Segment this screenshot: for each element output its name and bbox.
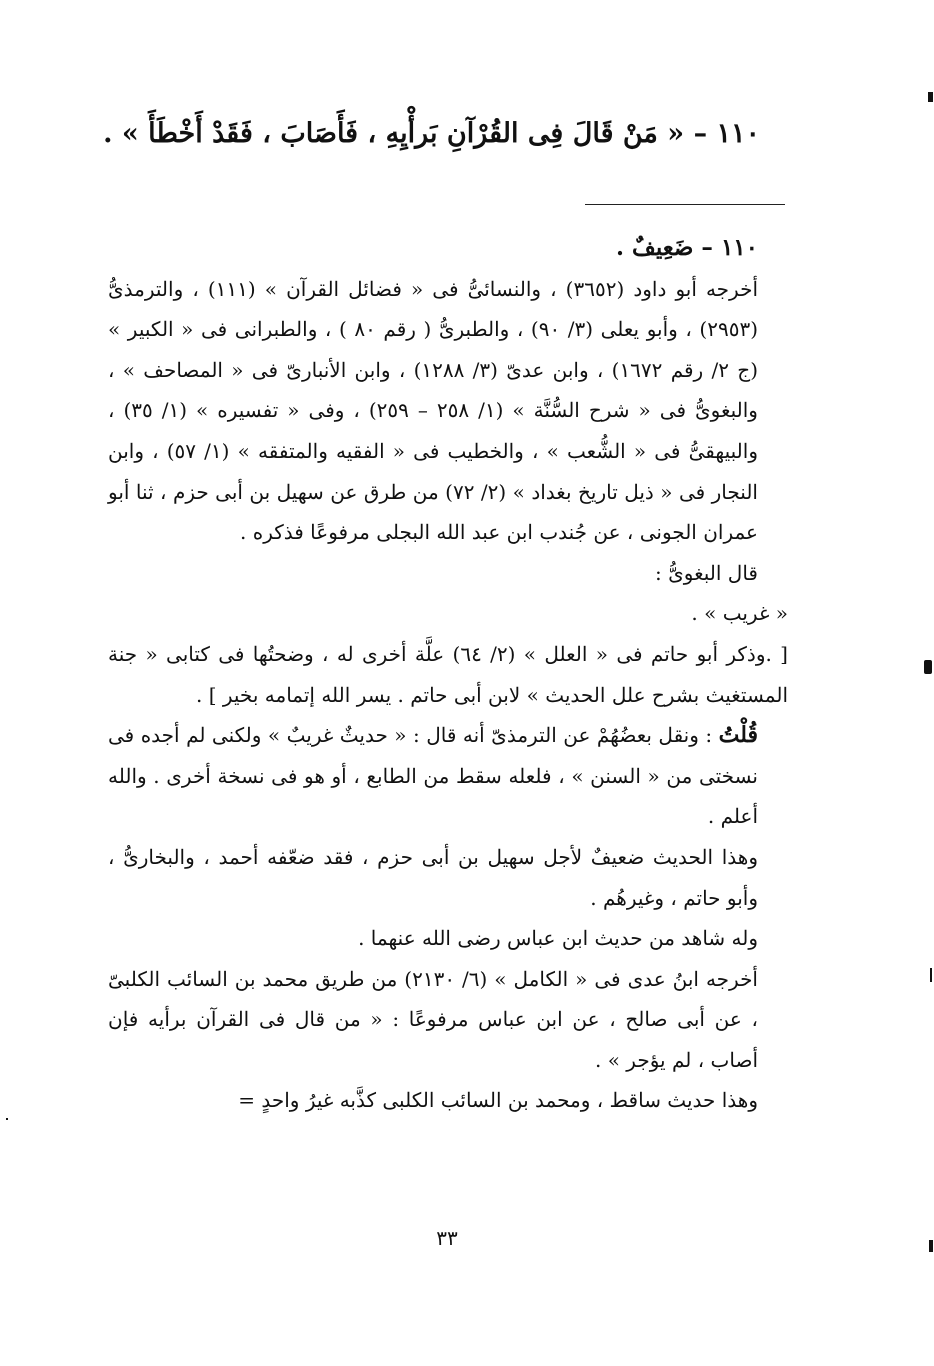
- qultu-paragraph: [108, 715, 788, 837]
- weakness-paragraph: وهذا الحديث ضعيفٌ لأجل سهيل بن أبى حزم ، فقد ضعّفه أحمد ، والبخارىُّ ، وأبو حاتم ، وغيرهُم .: [108, 844, 758, 910]
- scan-mark: [930, 968, 932, 982]
- baghawi-quote: « غريب » .: [691, 601, 788, 626]
- scan-mark: [929, 1240, 933, 1252]
- footnote-body: [108, 228, 788, 1121]
- qultu-word: قُلْتُ: [718, 722, 758, 749]
- baghawi-label: قال البغوىُّ :: [655, 560, 758, 585]
- scan-mark: [6, 1118, 8, 1120]
- hadith-heading: ١١٠ – « مَنْ قَالَ فِى القُرْآنِ بَرأْيِهِ ، فَأَصَابَ ، فَقَدْ أَخْطَأَ » .: [103, 118, 760, 149]
- scan-mark: [924, 660, 932, 674]
- witness-paragraph: وله شاهد من حديث ابن عباس رضى الله عنهما .: [358, 926, 758, 951]
- fallen-paragraph: وهذا حديث ساقط ، ومحمد بن السائب الكلبى كذَّبه غيرُ واحدٍ =: [238, 1088, 758, 1113]
- ibn-adi-paragraph: أخرجه ابنُ عدى فى « الكامل » (٦/ ٢١٣٠) من طريق محمد بن السائب الكلبىّ ، عن أبى صالح ، عن ابن عباس مرفوعًا : « من قال فى القرآن برأيه فإن أصاب ، لم يؤجر » .: [108, 966, 758, 1072]
- page-number: ٣٣: [436, 1226, 458, 1250]
- scan-mark: [928, 92, 933, 102]
- footnote-separator: [585, 204, 785, 205]
- takhrij-paragraph: أخرجه أبو داود (٣٦٥٢) ، والنسائىُّ فى « فضائل القرآن » (١١١) ، والترمذىُّ (٢٩٥٣) ، وأبو يعلى (٣/ ٩٠) ، والطبرىُّ ( رقم ٨٠ ) ، والطبرانى فى « الكبير » (ج ٢/ رقم ١٦٧٢) ، وابن عدىّ (٣/ ١٢٨٨) ، وابن الأنبارىّ فى « المصاحف » ، والبغوىُّ فى « شرح السُّنَّة » (١/ ٢٥٨ – ٢٥٩) ، وفى « تفسيره » (١/ ٣٥) ، والبيهقىُّ فى « الشُّعب » ، والخطيب فى « الفقيه والمتفقه » (١/ ٥٧) ، وابن النجار فى « ذيل تاريخ بغداد » (٢/ ٧٢) من طرق عن سهيل بن أبى حزم ، ثنا أبو عمران الجونى ، عن جُندب ابن عبد الله البجلى مرفوعًا فذكره .: [108, 276, 759, 545]
- bracket-note: [ .وذكر أبو حاتم فى « العلل » (٢/ ٦٤) علَّة أخرى له ، وضحتُها فى كتابى « جنة المستغيث بشرح علل الحديث » لابن أبى حاتم . يسر الله إتمامه بخير ] .: [108, 641, 788, 707]
- hadith-grade: ١١٠ – ضَعِيفٌ .: [616, 234, 758, 261]
- qultu-text: : ونقل بعضُهُمْ عن الترمذىّ أنه قال : « حديثٌ غريبٌ » ولكنى لم أجده فى نسختى من « السنن » ، فلعله سقط من الطابع ، أو هو فى نسخة أخرى . والله أعلم .: [108, 723, 758, 829]
